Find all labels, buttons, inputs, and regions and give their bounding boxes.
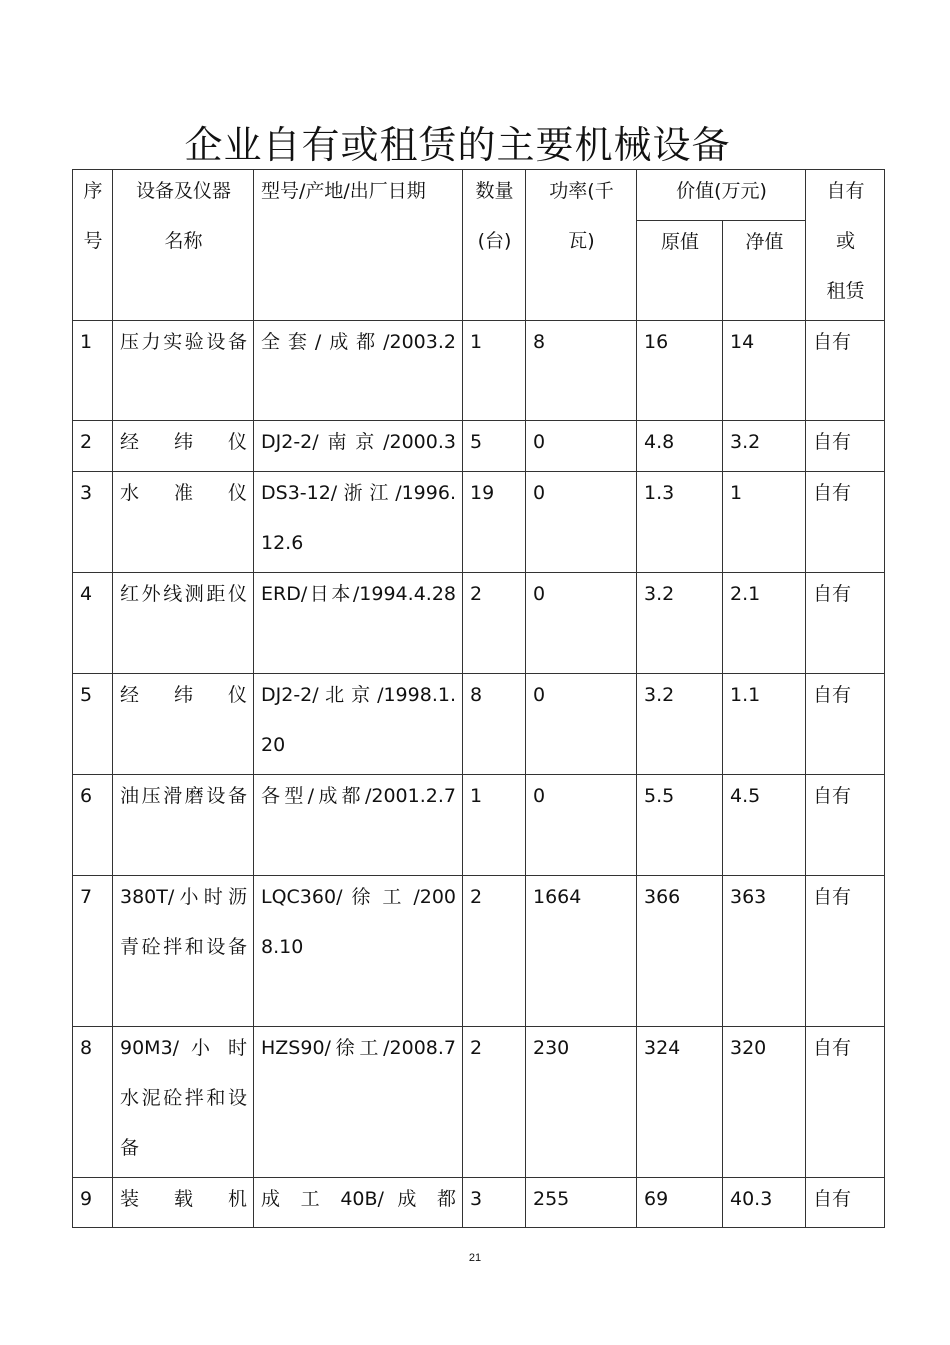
cell-own: 自有 (806, 674, 885, 775)
cell-orig: 3.2 (637, 573, 723, 674)
cell-orig: 324 (637, 1027, 723, 1178)
cell-power: 0 (526, 421, 637, 472)
cell-name: 油压滑磨设备 (113, 775, 254, 876)
table-row (73, 674, 885, 775)
table-row (73, 775, 885, 876)
cell-name: 380T/小时沥青砼拌和设备 (113, 876, 254, 1027)
table-row (73, 573, 885, 674)
cell-name: 经纬仪 (113, 674, 254, 775)
cell-seq: 5 (73, 674, 113, 775)
cell-orig: 366 (637, 876, 723, 1027)
header-power: 功率(千 瓦) (526, 170, 637, 321)
table-row (73, 472, 885, 573)
equipment-table (72, 169, 885, 1228)
cell-model: DJ2-2/南京/2000.3 (254, 421, 463, 472)
cell-own: 自有 (806, 876, 885, 1027)
cell-orig: 5.5 (637, 775, 723, 876)
cell-power: 0 (526, 472, 637, 573)
cell-name: 90M3/ 小 时 水泥砼拌和设备 (113, 1027, 254, 1178)
cell-qty: 2 (463, 876, 526, 1027)
header-seq: 序 号 (73, 170, 113, 321)
header-orig: 原值 (637, 221, 723, 321)
cell-qty: 5 (463, 421, 526, 472)
cell-seq: 2 (73, 421, 113, 472)
cell-own: 自有 (806, 1178, 885, 1228)
cell-qty: 3 (463, 1178, 526, 1228)
cell-net: 2.1 (723, 573, 806, 674)
cell-name: 经纬仪 (113, 421, 254, 472)
table-row (73, 876, 885, 1027)
cell-power: 1664 (526, 876, 637, 1027)
cell-orig: 69 (637, 1178, 723, 1228)
cell-model: 全套/成都/2003.2 (254, 321, 463, 421)
cell-orig: 4.8 (637, 421, 723, 472)
cell-power: 255 (526, 1178, 637, 1228)
cell-net: 1 (723, 472, 806, 573)
cell-power: 0 (526, 674, 637, 775)
cell-net: 3.2 (723, 421, 806, 472)
cell-seq: 7 (73, 876, 113, 1027)
cell-power: 0 (526, 775, 637, 876)
cell-model: LQC360/ 徐 工 /2008.10 (254, 876, 463, 1027)
header-net: 净值 (723, 221, 806, 321)
cell-qty: 1 (463, 321, 526, 421)
cell-own: 自有 (806, 573, 885, 674)
cell-seq: 9 (73, 1178, 113, 1228)
cell-power: 0 (526, 573, 637, 674)
cell-orig: 3.2 (637, 674, 723, 775)
cell-orig: 1.3 (637, 472, 723, 573)
cell-name: 装载机 (113, 1178, 254, 1228)
cell-own: 自有 (806, 1027, 885, 1178)
cell-net: 14 (723, 321, 806, 421)
cell-seq: 4 (73, 573, 113, 674)
cell-power: 230 (526, 1027, 637, 1178)
cell-model: DJ2-2/ 北 京 /1998.1.20 (254, 674, 463, 775)
table-row (73, 1027, 885, 1178)
cell-own: 自有 (806, 421, 885, 472)
cell-net: 320 (723, 1027, 806, 1178)
cell-seq: 1 (73, 321, 113, 421)
header-own: 自有 或 租赁 (806, 170, 885, 321)
cell-qty: 19 (463, 472, 526, 573)
cell-name: 红外线测距仪 (113, 573, 254, 674)
cell-net: 1.1 (723, 674, 806, 775)
cell-qty: 2 (463, 573, 526, 674)
cell-power: 8 (526, 321, 637, 421)
cell-own: 自有 (806, 775, 885, 876)
cell-qty: 2 (463, 1027, 526, 1178)
header-value: 价值(万元) (637, 170, 806, 221)
cell-net: 4.5 (723, 775, 806, 876)
header-model: 型号/产地/出厂日期 (254, 170, 463, 321)
cell-net: 40.3 (723, 1178, 806, 1228)
cell-seq: 3 (73, 472, 113, 573)
header-name: 设备及仪器 名称 (113, 170, 254, 321)
cell-name: 水准仪 (113, 472, 254, 573)
header-qty: 数量 (台) (463, 170, 526, 321)
cell-model: 成 工 40B/ 成 都 (254, 1178, 463, 1228)
cell-qty: 8 (463, 674, 526, 775)
cell-model: HZS90/徐工/2008.7 (254, 1027, 463, 1178)
table-header-row (73, 170, 885, 221)
cell-seq: 6 (73, 775, 113, 876)
cell-orig: 16 (637, 321, 723, 421)
page-title: 企业自有或租赁的主要机械设备 (184, 123, 731, 167)
cell-own: 自有 (806, 472, 885, 573)
cell-model: ERD/日本/1994.4.28 (254, 573, 463, 674)
cell-own: 自有 (806, 321, 885, 421)
table-row (73, 1178, 885, 1228)
page-number: 21 (468, 1252, 482, 1264)
table-row (73, 321, 885, 421)
cell-name: 压力实验设备 (113, 321, 254, 421)
cell-model: 各型/成都/2001.2.7 (254, 775, 463, 876)
cell-model: DS3-12/ 浙 江 /1996.12.6 (254, 472, 463, 573)
cell-seq: 8 (73, 1027, 113, 1178)
cell-qty: 1 (463, 775, 526, 876)
cell-net: 363 (723, 876, 806, 1027)
table-row (73, 421, 885, 472)
